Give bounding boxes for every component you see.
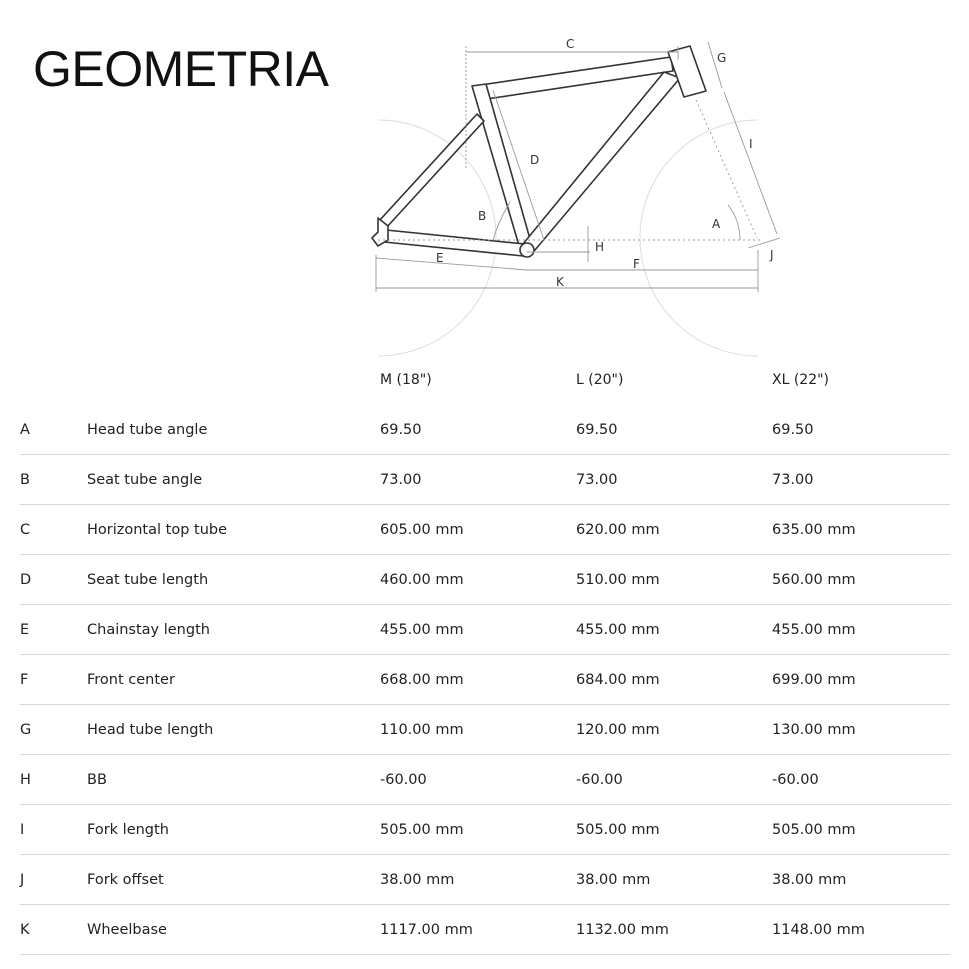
row-name: Fork length	[87, 822, 169, 838]
row-letter: H	[20, 772, 31, 788]
value-l: 505.00 mm	[576, 822, 660, 838]
value-m: 1117.00 mm	[380, 922, 473, 938]
table-row	[20, 855, 950, 905]
value-xl: 130.00 mm	[772, 722, 856, 738]
value-m: 460.00 mm	[380, 572, 464, 588]
row-letter: J	[20, 872, 25, 888]
table-row	[20, 405, 950, 455]
table-row	[20, 755, 950, 805]
value-xl: 1148.00 mm	[772, 922, 865, 938]
value-m: 455.00 mm	[380, 622, 464, 638]
row-name: Wheelbase	[87, 922, 167, 938]
top-tube	[474, 57, 673, 100]
value-m: -60.00	[380, 772, 427, 788]
dim-label-b: B	[478, 209, 487, 223]
value-l: 69.50	[576, 422, 618, 438]
value-l: 684.00 mm	[576, 672, 660, 688]
value-m: 38.00 mm	[380, 872, 455, 888]
column-header-m: M (18")	[380, 372, 432, 388]
bottom-bracket	[520, 243, 534, 257]
row-name: BB	[87, 772, 107, 788]
value-l: 455.00 mm	[576, 622, 660, 638]
value-l: -60.00	[576, 772, 623, 788]
dim-label-e: E	[436, 251, 444, 265]
row-name: Seat tube length	[87, 572, 209, 588]
row-name: Seat tube angle	[87, 472, 203, 488]
dim-label-d: D	[530, 153, 540, 167]
value-xl: -60.00	[772, 772, 819, 788]
row-name: Horizontal top tube	[87, 522, 228, 538]
value-m: 69.50	[380, 422, 422, 438]
column-header-xl: XL (22")	[772, 372, 830, 388]
table-row	[20, 705, 950, 755]
row-name: Front center	[87, 672, 175, 688]
value-xl: 699.00 mm	[772, 672, 856, 688]
value-xl: 38.00 mm	[772, 872, 847, 888]
row-letter: K	[20, 922, 30, 938]
value-xl: 560.00 mm	[772, 572, 856, 588]
row-letter: A	[20, 422, 30, 438]
geometry-table	[20, 405, 950, 955]
dim-label-i: I	[749, 137, 753, 151]
dim-label-j: J	[770, 248, 774, 262]
table-row	[20, 905, 950, 955]
head-tube	[668, 46, 706, 97]
column-header-l: L (20")	[576, 372, 624, 388]
dim-label-g: G	[717, 51, 727, 65]
row-name: Fork offset	[87, 872, 164, 888]
bike-geometry-diagram	[355, 30, 795, 365]
page-title: GEOMETRIA	[33, 41, 329, 97]
chain-stay	[384, 230, 525, 256]
value-m: 73.00	[380, 472, 422, 488]
row-letter: C	[20, 522, 31, 538]
row-letter: F	[20, 672, 29, 688]
row-letter: I	[20, 822, 25, 838]
value-xl: 635.00 mm	[772, 522, 856, 538]
value-xl: 505.00 mm	[772, 822, 856, 838]
table-row	[20, 455, 950, 505]
row-letter: D	[20, 572, 32, 588]
row-letter: B	[20, 472, 30, 488]
table-row	[20, 655, 950, 705]
dim-label-k: K	[556, 275, 564, 289]
row-name: Head tube angle	[87, 422, 208, 438]
row-name: Chainstay length	[87, 622, 210, 638]
value-xl: 73.00	[772, 472, 814, 488]
value-m: 110.00 mm	[380, 722, 464, 738]
table-row	[20, 555, 950, 605]
table-row	[20, 605, 950, 655]
table-row	[20, 505, 950, 555]
dim-label-f: F	[633, 257, 640, 271]
value-l: 620.00 mm	[576, 522, 660, 538]
value-l: 510.00 mm	[576, 572, 660, 588]
dim-label-a: A	[712, 217, 721, 231]
dim-label-h: H	[595, 240, 605, 254]
row-name: Head tube length	[87, 722, 214, 738]
seat-stay	[379, 114, 487, 228]
row-letter: G	[20, 722, 32, 738]
row-letter: E	[20, 622, 30, 638]
value-l: 38.00 mm	[576, 872, 651, 888]
value-m: 605.00 mm	[380, 522, 464, 538]
value-l: 120.00 mm	[576, 722, 660, 738]
value-xl: 69.50	[772, 422, 814, 438]
value-m: 668.00 mm	[380, 672, 464, 688]
value-l: 1132.00 mm	[576, 922, 669, 938]
down-tube	[523, 72, 680, 250]
value-m: 505.00 mm	[380, 822, 464, 838]
table-row	[20, 805, 950, 855]
value-xl: 455.00 mm	[772, 622, 856, 638]
value-l: 73.00	[576, 472, 618, 488]
dim-label-c: C	[566, 37, 575, 51]
seat-tube	[472, 84, 532, 249]
